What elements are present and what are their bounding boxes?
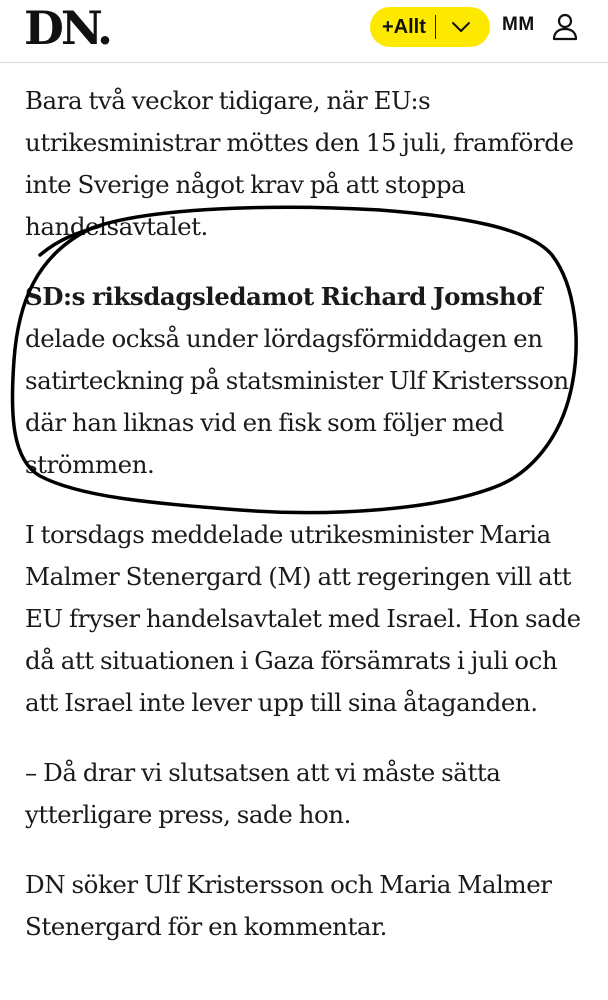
paragraph-text: – Då drar vi slutsatsen att vi måste sätta ytterligare press, sade hon.: [25, 758, 501, 829]
user-initials[interactable]: MM: [502, 14, 535, 35]
paragraph-text: delade också under lördagsförmiddagen en satirteckning på statsminister Ulf Kristersson där han liknas vid en fisk som följer med strömmen.: [25, 324, 569, 479]
top-bar: [0, 0, 608, 63]
paragraph-2: [25, 276, 595, 486]
allt-button[interactable]: +Allt: [382, 15, 426, 38]
dn-logo[interactable]: DN.: [24, 1, 111, 55]
article-body: [25, 80, 595, 976]
paragraph-text: Bara två veckor tidigare, när EU:s utrikesministrar möttes den 15 juli, framförde inte Sverige något krav på att stoppa handelsavtalet.: [25, 86, 574, 241]
allt-menu-pill[interactable]: [370, 7, 490, 47]
paragraph-lead: SD:s riksdagsledamot Richard Jomshof: [25, 282, 543, 311]
paragraph-3: [25, 514, 595, 724]
paragraph-1: [25, 80, 595, 248]
chevron-down-icon[interactable]: [436, 7, 486, 47]
paragraph-4: [25, 752, 595, 836]
user-icon[interactable]: [552, 13, 578, 41]
paragraph-5: [25, 864, 595, 948]
paragraph-text: I torsdags meddelade utrikesminister Maria Malmer Stenergard (M) att regeringen vill att EU fryser handelsavtalet med Israel. Hon sade då att situationen i Gaza försämrats i juli och att Israel inte lever upp till sina åtaganden.: [25, 520, 581, 717]
paragraph-text: DN söker Ulf Kristersson och Maria Malmer Stenergard för en kommentar.: [25, 870, 552, 941]
